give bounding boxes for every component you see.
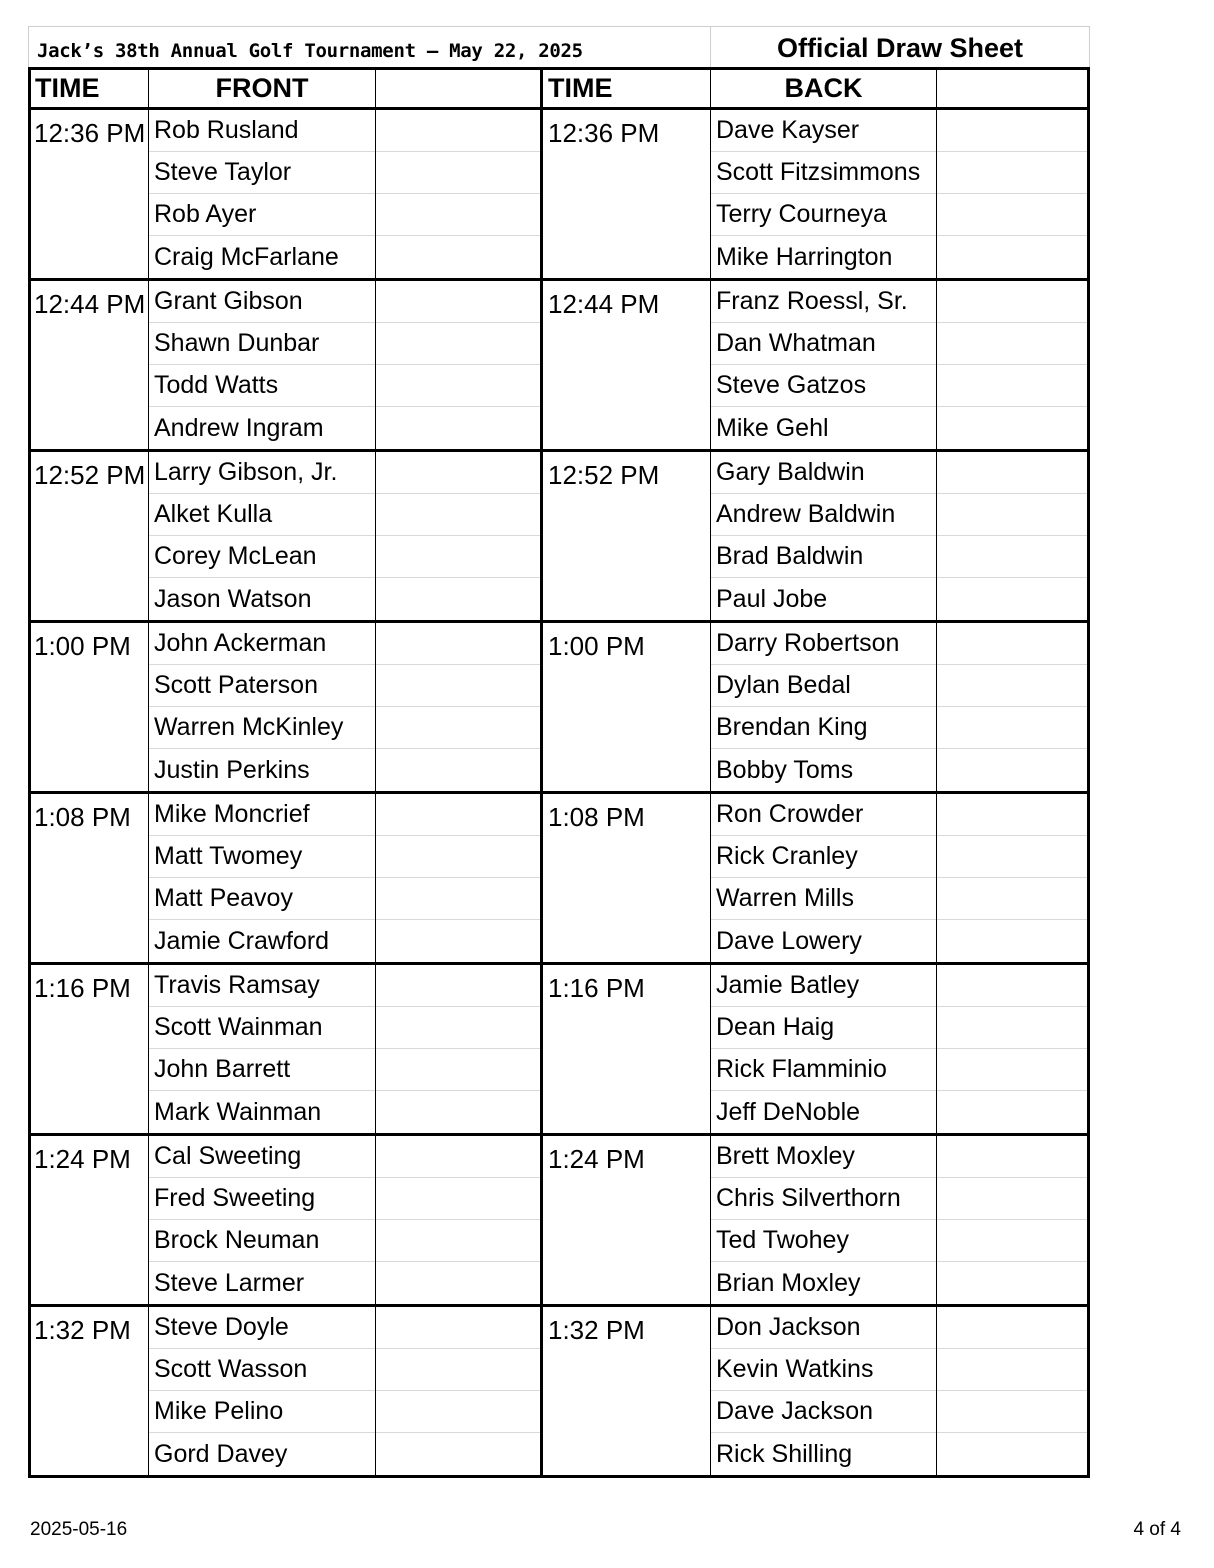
blank-cell (376, 623, 540, 665)
front-player-name: John Ackerman (149, 623, 375, 665)
back-player-name: Jeff DeNoble (716, 1097, 861, 1126)
tee-time-group (28, 965, 1090, 1136)
blank-cell (376, 452, 540, 494)
back-tee-time: 12:44 PM (543, 281, 711, 449)
blank-cell (376, 1349, 540, 1391)
back-player-name: Dylan Bedal (711, 665, 936, 707)
blank-cell (376, 1262, 540, 1304)
header-time-front: TIME (31, 70, 149, 107)
tee-time-group (28, 1307, 1090, 1478)
back-blank-column (937, 452, 1087, 620)
blank-cell (376, 1391, 540, 1433)
blank-cell (376, 1220, 540, 1262)
blank-cell (376, 836, 540, 878)
front-player-name: Grant Gibson (149, 281, 375, 323)
front-player-list (149, 965, 376, 1133)
blank-cell (937, 494, 1087, 536)
back-blank-column (937, 110, 1087, 278)
back-player-name: Dan Whatman (711, 323, 936, 365)
tee-time-group (28, 623, 1090, 794)
blank-cell (937, 1007, 1087, 1049)
back-player-name: Rick Flamminio (711, 1049, 936, 1091)
back-player-name: Mike Gehl (716, 413, 829, 442)
front-blank-column (376, 965, 543, 1133)
blank-cell (376, 194, 540, 236)
back-player-name: Brian Moxley (716, 1268, 861, 1297)
blank-cell (937, 920, 1087, 962)
blank-cell (937, 365, 1087, 407)
front-player-name: Cal Sweeting (149, 1136, 375, 1178)
blank-cell (376, 1049, 540, 1091)
blank-cell (937, 1391, 1087, 1433)
front-player-name: Matt Twomey (149, 836, 375, 878)
front-player-list (149, 452, 376, 620)
front-player-name: Steve Doyle (149, 1307, 375, 1349)
front-player-name: Todd Watts (149, 365, 375, 407)
tee-time-group (28, 110, 1090, 281)
front-player-name: Gord Davey (154, 1439, 288, 1468)
tee-time-group (28, 281, 1090, 452)
front-player-name: Brock Neuman (149, 1220, 375, 1262)
back-player-list (711, 1307, 937, 1475)
blank-cell (937, 236, 1087, 278)
blank-cell (937, 1049, 1087, 1091)
front-player-list (149, 794, 376, 962)
front-player-list (149, 1307, 376, 1475)
front-tee-time: 1:24 PM (31, 1136, 149, 1304)
front-player-name: Mike Moncrief (149, 794, 375, 836)
front-player-name: Fred Sweeting (149, 1178, 375, 1220)
back-player-name: Bobby Toms (716, 755, 854, 784)
sheet-subtitle: Official Draw Sheet (711, 27, 1090, 67)
title-row (28, 26, 1090, 67)
blank-cell (937, 194, 1087, 236)
header-blank-front (376, 70, 543, 107)
blank-cell (376, 920, 540, 962)
front-player-name: Jason Watson (154, 584, 312, 613)
front-player-list (149, 110, 376, 278)
front-blank-column (376, 794, 543, 962)
front-player-name: Jamie Crawford (154, 926, 330, 955)
front-player-name: Justin Perkins (154, 755, 310, 784)
front-blank-column (376, 452, 543, 620)
blank-cell (376, 878, 540, 920)
blank-cell (937, 1091, 1087, 1133)
blank-cell (376, 707, 540, 749)
back-player-list (711, 281, 937, 449)
front-blank-column (376, 1307, 543, 1475)
back-tee-time: 1:32 PM (543, 1307, 711, 1475)
front-player-name: Mike Pelino (149, 1391, 375, 1433)
front-player-name: Craig McFarlane (154, 242, 339, 271)
blank-cell (937, 836, 1087, 878)
back-player-name: Jamie Batley (711, 965, 936, 1007)
back-player-name: Ted Twohey (711, 1220, 936, 1262)
back-player-name: Brendan King (711, 707, 936, 749)
blank-cell (937, 1178, 1087, 1220)
back-tee-time: 12:36 PM (543, 110, 711, 278)
tournament-title: Jack’s 38th Annual Golf Tournament – May 22, 2025 (28, 27, 711, 67)
blank-cell (937, 794, 1087, 836)
back-player-list (711, 110, 937, 278)
back-player-name: Warren Mills (711, 878, 936, 920)
blank-cell (937, 965, 1087, 1007)
blank-cell (376, 365, 540, 407)
front-player-list (149, 623, 376, 791)
front-player-name: Matt Peavoy (149, 878, 375, 920)
front-blank-column (376, 1136, 543, 1304)
front-player-name: Scott Wainman (149, 1007, 375, 1049)
blank-cell (937, 152, 1087, 194)
tee-time-groups (28, 110, 1090, 1478)
front-tee-time: 1:16 PM (31, 965, 149, 1133)
tee-time-group (28, 1136, 1090, 1307)
back-player-name: Andrew Baldwin (711, 494, 936, 536)
back-player-list (711, 452, 937, 620)
front-player-name: Steve Larmer (154, 1268, 305, 1297)
header-blank-back (937, 70, 1087, 107)
header-front: FRONT (149, 70, 376, 107)
back-player-name: Chris Silverthorn (711, 1178, 936, 1220)
front-blank-column (376, 110, 543, 278)
blank-cell (937, 536, 1087, 578)
blank-cell (937, 323, 1087, 365)
blank-cell (376, 281, 540, 323)
back-tee-time: 1:24 PM (543, 1136, 711, 1304)
blank-cell (376, 1433, 540, 1475)
header-time-back: TIME (543, 70, 711, 107)
blank-cell (376, 578, 540, 620)
blank-cell (937, 452, 1087, 494)
back-player-name: Brad Baldwin (711, 536, 936, 578)
back-player-name: Rick Cranley (711, 836, 936, 878)
blank-cell (937, 665, 1087, 707)
blank-cell (937, 1136, 1087, 1178)
front-tee-time: 1:32 PM (31, 1307, 149, 1475)
front-player-name: Larry Gibson, Jr. (149, 452, 375, 494)
front-player-name: Rob Ayer (149, 194, 375, 236)
blank-cell (937, 707, 1087, 749)
blank-cell (376, 665, 540, 707)
back-player-name: Dean Haig (711, 1007, 936, 1049)
blank-cell (937, 578, 1087, 620)
back-tee-time: 1:08 PM (543, 794, 711, 962)
back-blank-column (937, 623, 1087, 791)
footer-page-number: 4 of 4 (1133, 1519, 1181, 1540)
tee-time-group (28, 452, 1090, 623)
blank-cell (937, 1307, 1087, 1349)
blank-cell (376, 965, 540, 1007)
front-player-name: Shawn Dunbar (149, 323, 375, 365)
header-back: BACK (711, 70, 937, 107)
blank-cell (376, 152, 540, 194)
blank-cell (376, 536, 540, 578)
back-player-list (711, 794, 937, 962)
back-player-list (711, 1136, 937, 1304)
back-blank-column (937, 1307, 1087, 1475)
back-blank-column (937, 1136, 1087, 1304)
front-player-name: Warren McKinley (149, 707, 375, 749)
back-player-name: Paul Jobe (716, 584, 828, 613)
front-blank-column (376, 623, 543, 791)
back-player-name: Darry Robertson (711, 623, 936, 665)
front-blank-column (376, 281, 543, 449)
back-player-name: Gary Baldwin (711, 452, 936, 494)
front-tee-time: 12:36 PM (31, 110, 149, 278)
front-player-name: Rob Rusland (149, 110, 375, 152)
back-blank-column (937, 965, 1087, 1133)
tee-time-group (28, 794, 1090, 965)
blank-cell (937, 623, 1087, 665)
back-player-list (711, 965, 937, 1133)
front-tee-time: 1:08 PM (31, 794, 149, 962)
blank-cell (376, 323, 540, 365)
front-player-name: Steve Taylor (149, 152, 375, 194)
front-tee-time: 1:00 PM (31, 623, 149, 791)
back-blank-column (937, 281, 1087, 449)
blank-cell (376, 1307, 540, 1349)
back-player-name: Brett Moxley (711, 1136, 936, 1178)
blank-cell (937, 1349, 1087, 1391)
back-player-list (711, 623, 937, 791)
blank-cell (937, 281, 1087, 323)
front-player-name: Corey McLean (149, 536, 375, 578)
blank-cell (376, 1091, 540, 1133)
front-tee-time: 12:44 PM (31, 281, 149, 449)
front-player-name: Scott Wasson (149, 1349, 375, 1391)
blank-cell (376, 1007, 540, 1049)
blank-cell (376, 749, 540, 791)
back-player-name: Rick Shilling (716, 1439, 853, 1468)
front-player-list (149, 281, 376, 449)
back-player-name: Dave Jackson (711, 1391, 936, 1433)
back-player-name: Dave Lowery (716, 926, 862, 955)
blank-cell (376, 1178, 540, 1220)
blank-cell (376, 236, 540, 278)
column-header-row (28, 67, 1090, 110)
back-player-name: Kevin Watkins (711, 1349, 936, 1391)
back-tee-time: 1:16 PM (543, 965, 711, 1133)
blank-cell (937, 1433, 1087, 1475)
back-player-name: Terry Courneya (711, 194, 936, 236)
front-tee-time: 12:52 PM (31, 452, 149, 620)
back-player-name: Don Jackson (711, 1307, 936, 1349)
front-player-list (149, 1136, 376, 1304)
back-tee-time: 12:52 PM (543, 452, 711, 620)
blank-cell (937, 749, 1087, 791)
blank-cell (937, 407, 1087, 449)
blank-cell (376, 1136, 540, 1178)
front-player-name: John Barrett (149, 1049, 375, 1091)
blank-cell (376, 494, 540, 536)
back-player-name: Scott Fitzsimmons (711, 152, 936, 194)
blank-cell (376, 794, 540, 836)
back-player-name: Mike Harrington (716, 242, 893, 271)
back-player-name: Ron Crowder (711, 794, 936, 836)
draw-sheet (28, 26, 1090, 1478)
blank-cell (937, 1262, 1087, 1304)
front-player-name: Travis Ramsay (149, 965, 375, 1007)
blank-cell (937, 110, 1087, 152)
blank-cell (937, 1220, 1087, 1262)
footer-date: 2025-05-16 (30, 1519, 128, 1540)
blank-cell (937, 878, 1087, 920)
back-tee-time: 1:00 PM (543, 623, 711, 791)
blank-cell (376, 110, 540, 152)
blank-cell (376, 407, 540, 449)
front-player-name: Mark Wainman (154, 1097, 322, 1126)
back-player-name: Franz Roessl, Sr. (711, 281, 936, 323)
back-player-name: Dave Kayser (711, 110, 936, 152)
back-blank-column (937, 794, 1087, 962)
front-player-name: Alket Kulla (149, 494, 375, 536)
front-player-name: Scott Paterson (149, 665, 375, 707)
front-player-name: Andrew Ingram (154, 413, 324, 442)
back-player-name: Steve Gatzos (711, 365, 936, 407)
